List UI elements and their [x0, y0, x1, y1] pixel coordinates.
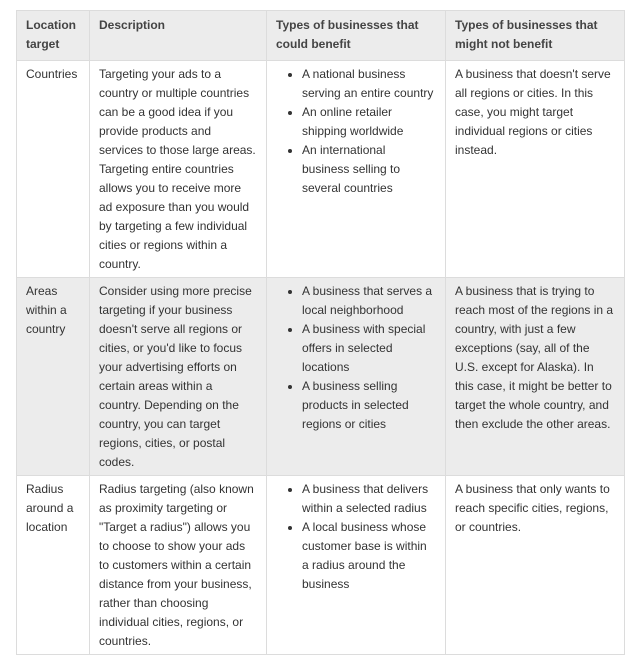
list-item: • An online retailer shipping worldwide — [302, 103, 436, 141]
table-row — [17, 476, 625, 655]
location-cell: Countries — [17, 61, 90, 278]
benefit-cell — [267, 278, 446, 476]
not-benefit-cell: A business that only wants to reach specific cities, regions, or countries. — [446, 476, 625, 655]
location-cell: Radius around a location — [17, 476, 90, 655]
header-row — [17, 11, 625, 61]
benefit-list — [276, 282, 436, 434]
header-might-not-benefit: Types of businesses that might not benefit — [446, 11, 625, 61]
header-could-benefit: Types of businesses that could benefit — [267, 11, 446, 61]
list-item: • A business that serves a local neighborhood — [302, 282, 436, 320]
benefit-list — [276, 65, 436, 198]
list-item: • A business with special offers in selected locations — [302, 320, 436, 377]
list-item: • A national business serving an entire country — [302, 65, 436, 103]
not-benefit-cell: A business that is trying to reach most of the regions in a country, with just a few exceptions (say, all of the U.S. except for Alaska). In this case, it might be better to target the whole country, and then exclude the other areas. — [446, 278, 625, 476]
table-row — [17, 278, 625, 476]
list-item: • A local business whose customer base is within a radius around the business — [302, 518, 436, 594]
list-item: • A business selling products in selected regions or cities — [302, 377, 436, 434]
location-cell: Areas within a country — [17, 278, 90, 476]
list-item: • An international business selling to several countries — [302, 141, 436, 198]
description-cell: Radius targeting (also known as proximity targeting or "Target a radius") allows you to choose to show your ads to customers within a certain distance from your business, rather than choosing individual cities, regions, or countries. — [90, 476, 267, 655]
table-row — [17, 61, 625, 278]
description-cell: Consider using more precise targeting if your business doesn't serve all regions or cities, or you'd like to focus your advertising efforts on certain areas within a country. Depending on the country, you can target regions, cities, or postal codes. — [90, 278, 267, 476]
benefit-cell — [267, 61, 446, 278]
header-description: Description — [90, 11, 267, 61]
description-cell: Targeting your ads to a country or multiple countries can be a good idea if you provide products and services to those large areas. Targeting entire countries allows you to receive more ad exposure than you would by targeting a few individual cities or regions within a country. — [90, 61, 267, 278]
header-location-target: Location target — [17, 11, 90, 61]
list-item: • A business that delivers within a selected radius — [302, 480, 436, 518]
benefit-list — [276, 480, 436, 594]
not-benefit-cell: A business that doesn't serve all regions or cities. In this case, you might target individual regions or cities instead. — [446, 61, 625, 278]
location-targeting-table — [16, 10, 625, 655]
benefit-cell — [267, 476, 446, 655]
